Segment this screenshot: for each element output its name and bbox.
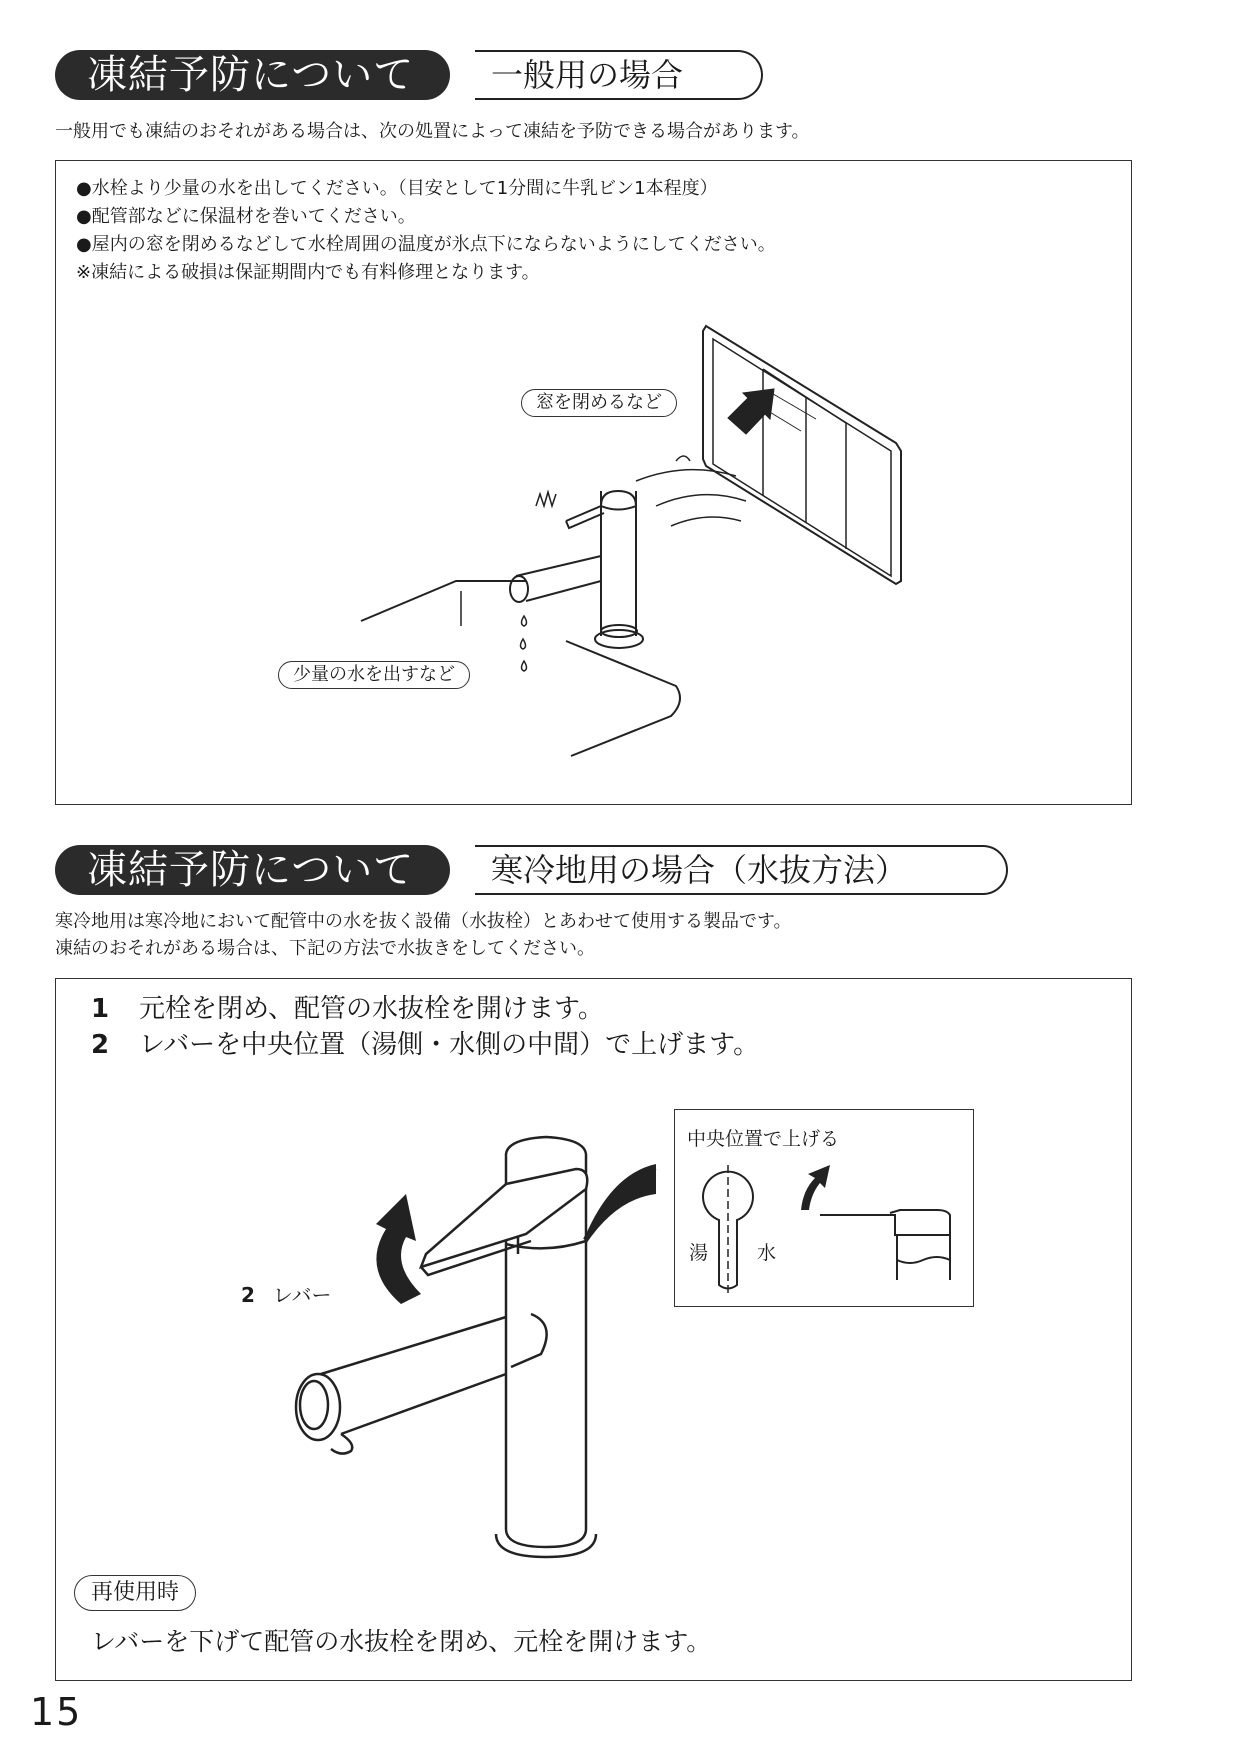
bullet-1: ●水栓より少量の水を出してください。（目安として1分間に牛乳ビン1本程度） [76,178,718,199]
section2-intro-2: 凍結のおそれがある場合は、下記の方法で水抜きをしてください。 [55,938,595,959]
window-frame [703,326,901,584]
section2-subtitle-text: 寒冷地用の場合（水抜方法） [491,851,908,889]
faucet-window-illustration [56,161,1131,804]
faucet-illustration [56,979,1131,1680]
section2-intro-1: 寒冷地用は寒冷地において配管中の水を抜く設備（水抜栓）とあわせて使用する製品です。 [55,911,792,932]
section1-header [55,50,765,100]
label-small-water: 少量の水を出すなど [278,661,470,689]
inset-title: 中央位置で上げる [687,1128,840,1150]
page-number: 15 [30,1690,83,1734]
section2-subtitle [475,845,1008,895]
reuse-tag: 再使用時 [74,1575,196,1611]
inset-up-arrow-icon [801,1165,830,1210]
lever-position-inset [674,1109,974,1307]
section1-title: 凍結予防について [55,50,450,100]
section2-header [55,845,1005,895]
section2-box [55,978,1132,1681]
section1-intro: 一般用でも凍結のおそれがある場合は、次の処置によって凍結を予防できる場合があります。 [55,121,810,142]
section2-title: 凍結予防について [55,845,450,895]
bullet-2: ●配管部などに保温材を巻いてください。 [76,206,416,227]
curved-up-arrow-icon [376,1194,421,1304]
step-1-number: 1 [91,994,110,1024]
arrow-icon [728,389,774,434]
section1-subtitle-text: 一般用の場合 [491,56,684,94]
section1-subtitle [475,50,763,100]
inset-cold-label: 水 [757,1242,777,1264]
step-2-text: レバーを中央位置（湯側・水側の中間）で上げます。 [139,1030,760,1060]
lever-text: レバー [272,1283,332,1307]
bullet-3: ●屋内の窓を閉めるなどして水栓周囲の温度が氷点下にならないようにしてください。 [76,234,776,255]
step-2-number: 2 [91,1030,110,1060]
inset-hot-label: 湯 [689,1242,709,1264]
inset-diagram [675,1110,973,1306]
step-1-text: 元栓を閉め、配管の水抜栓を開けます。 [139,994,604,1024]
lever-number: 2 [241,1283,255,1307]
label-close-window: 窓を閉めるなど [521,389,677,417]
section1-box [55,160,1132,805]
note: ※凍結による破損は保証期間内でも有料修理となります。 [76,262,540,283]
reuse-text: レバーを下げて配管の水抜栓を閉め、元栓を開けます。 [91,1627,712,1656]
